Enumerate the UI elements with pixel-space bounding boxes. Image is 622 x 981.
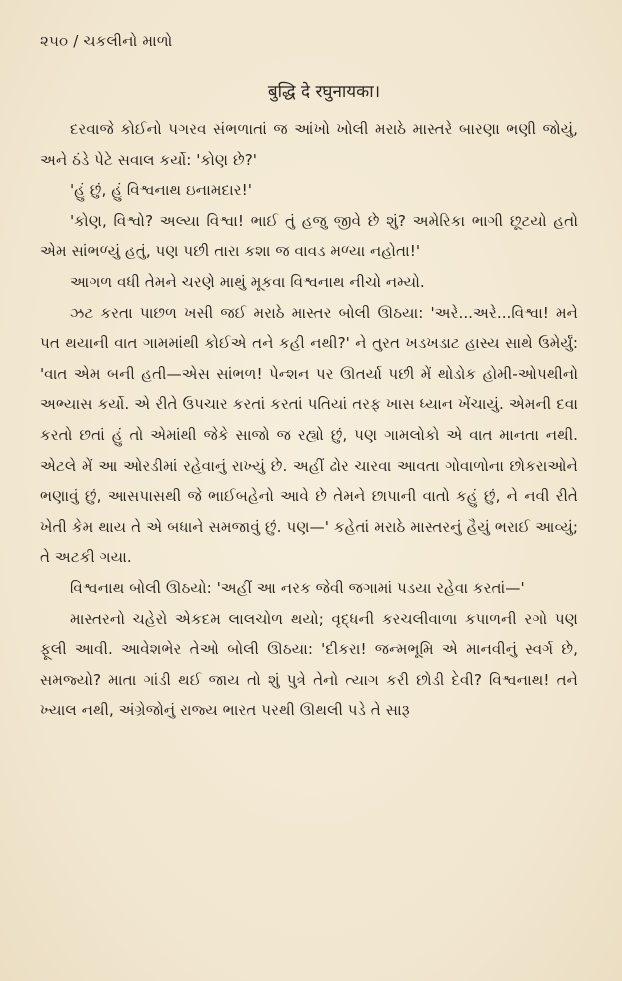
running-head: ૨૫૦ / ચકલીનો માળો	[40, 32, 173, 50]
paragraph-4: આગળ વધી તેમને ચરણે માથું મૂકવા વિશ્વનાથ નીચો નમ્યો.	[70, 272, 425, 291]
paragraph-2: 'હું છું, હું વિશ્વનાથ ઇનામદાર!'	[70, 181, 252, 200]
paragraph-7: માસ્તરનો ચહેરો એકદમ લાલચોળ થયો; વૃદ્ધની કરચલીવાળા કપાળની રગો પણ ફૂલી આવી. આવેશભેર તેઓ બોલી ઊઠયા: 'દીકરા! જન્મભૂમિ એ માનવીનું સ્વર્ગ છે, સમજ્યો? માતા ગાંડી થઈ જાય તો શું પુત્રે તેનો ત્યાગ કરી છોડી દેવી? વિશ્વનાથ! તને ખ્યાલ નથી, અંગ્રેજોનું રાજ્ય ભારત પરથી ઊથલી પડે તે સારૂ	[40, 609, 578, 720]
paragraph-6: વિશ્વનાથ બોલી ઊઠયો: 'અહીં આ નરક જેવી જગામાં પડયા રહેવા કરતાં—'	[70, 578, 525, 597]
paragraph-5: ઝટ કરતા પાછળ ખસી જઈ મરાઠે માસ્તર બોલી ઊઠયા: 'અરે...અરે...વિશ્વા! મને પત થયાની વાત ગામમાંથી કોઈએ તને કહી નથી?' ને તુરત ખડખડાટ હાસ્ય સાથે ઉમેર્યું: 'વાત એમ બની હતી—એસ સાંભળ! પેન્શન પર ઊતર્યા પછી મેં થોડોક હોમી-ઓપથીનો અભ્યાસ કર્યો. એ રીતે ઉપચાર કરતાં કરતાં પતિયાં તરફ ખાસ ધ્યાન ખેંચાયું. એમની દવા કરતો છતાં હું તો એમાંથી જેકે સાજો જ રહ્યો છું, પણ ગામલોકો એ વાત માનતા નથી. એટલે મેં આ ઓરડીમાં રહેવાનું રાખ્યું છે. અહીં ઢોર ચારવા આવતા ગોવાળોના છોકરાઓને ભણાવું છું, આસપાસથી જે ભાઈબહેનો આવે છે તેમને છાપાની વાતો કહું છું, ને નવી રીતે ખેતી કેમ થાય તે એ બધાને સમજાવું છું. પણ—' કહેતાં મરાઠે માસ્તરનું હૈયું ભરાઈ આવ્યું; તે અટકી ગયા.	[40, 303, 578, 567]
paragraph-1: દરવાજે કોઈનો પગરવ સંભળાતાં જ આંખો ખોલી મરાઠે માસ્તરે બારણા ભણી જોયું, અને ઠંડે પેટે સવાલ કર્યો: 'કોણ છે?'	[40, 120, 578, 169]
paragraph-3: 'કોણ, વિશ્વો? અલ્યા વિશ્વા! ભાઈ તું હજુ જીવે છે શું? અમેરિકા ભાગી છૂટયો હતો એમ સાંભળ્યું હતું, પણ પછી તારા કશા જ વાવડ મળ્યા નહોતા!'	[40, 211, 578, 261]
chapter-title: बुद्धि दे रघुनायका।	[267, 82, 381, 102]
